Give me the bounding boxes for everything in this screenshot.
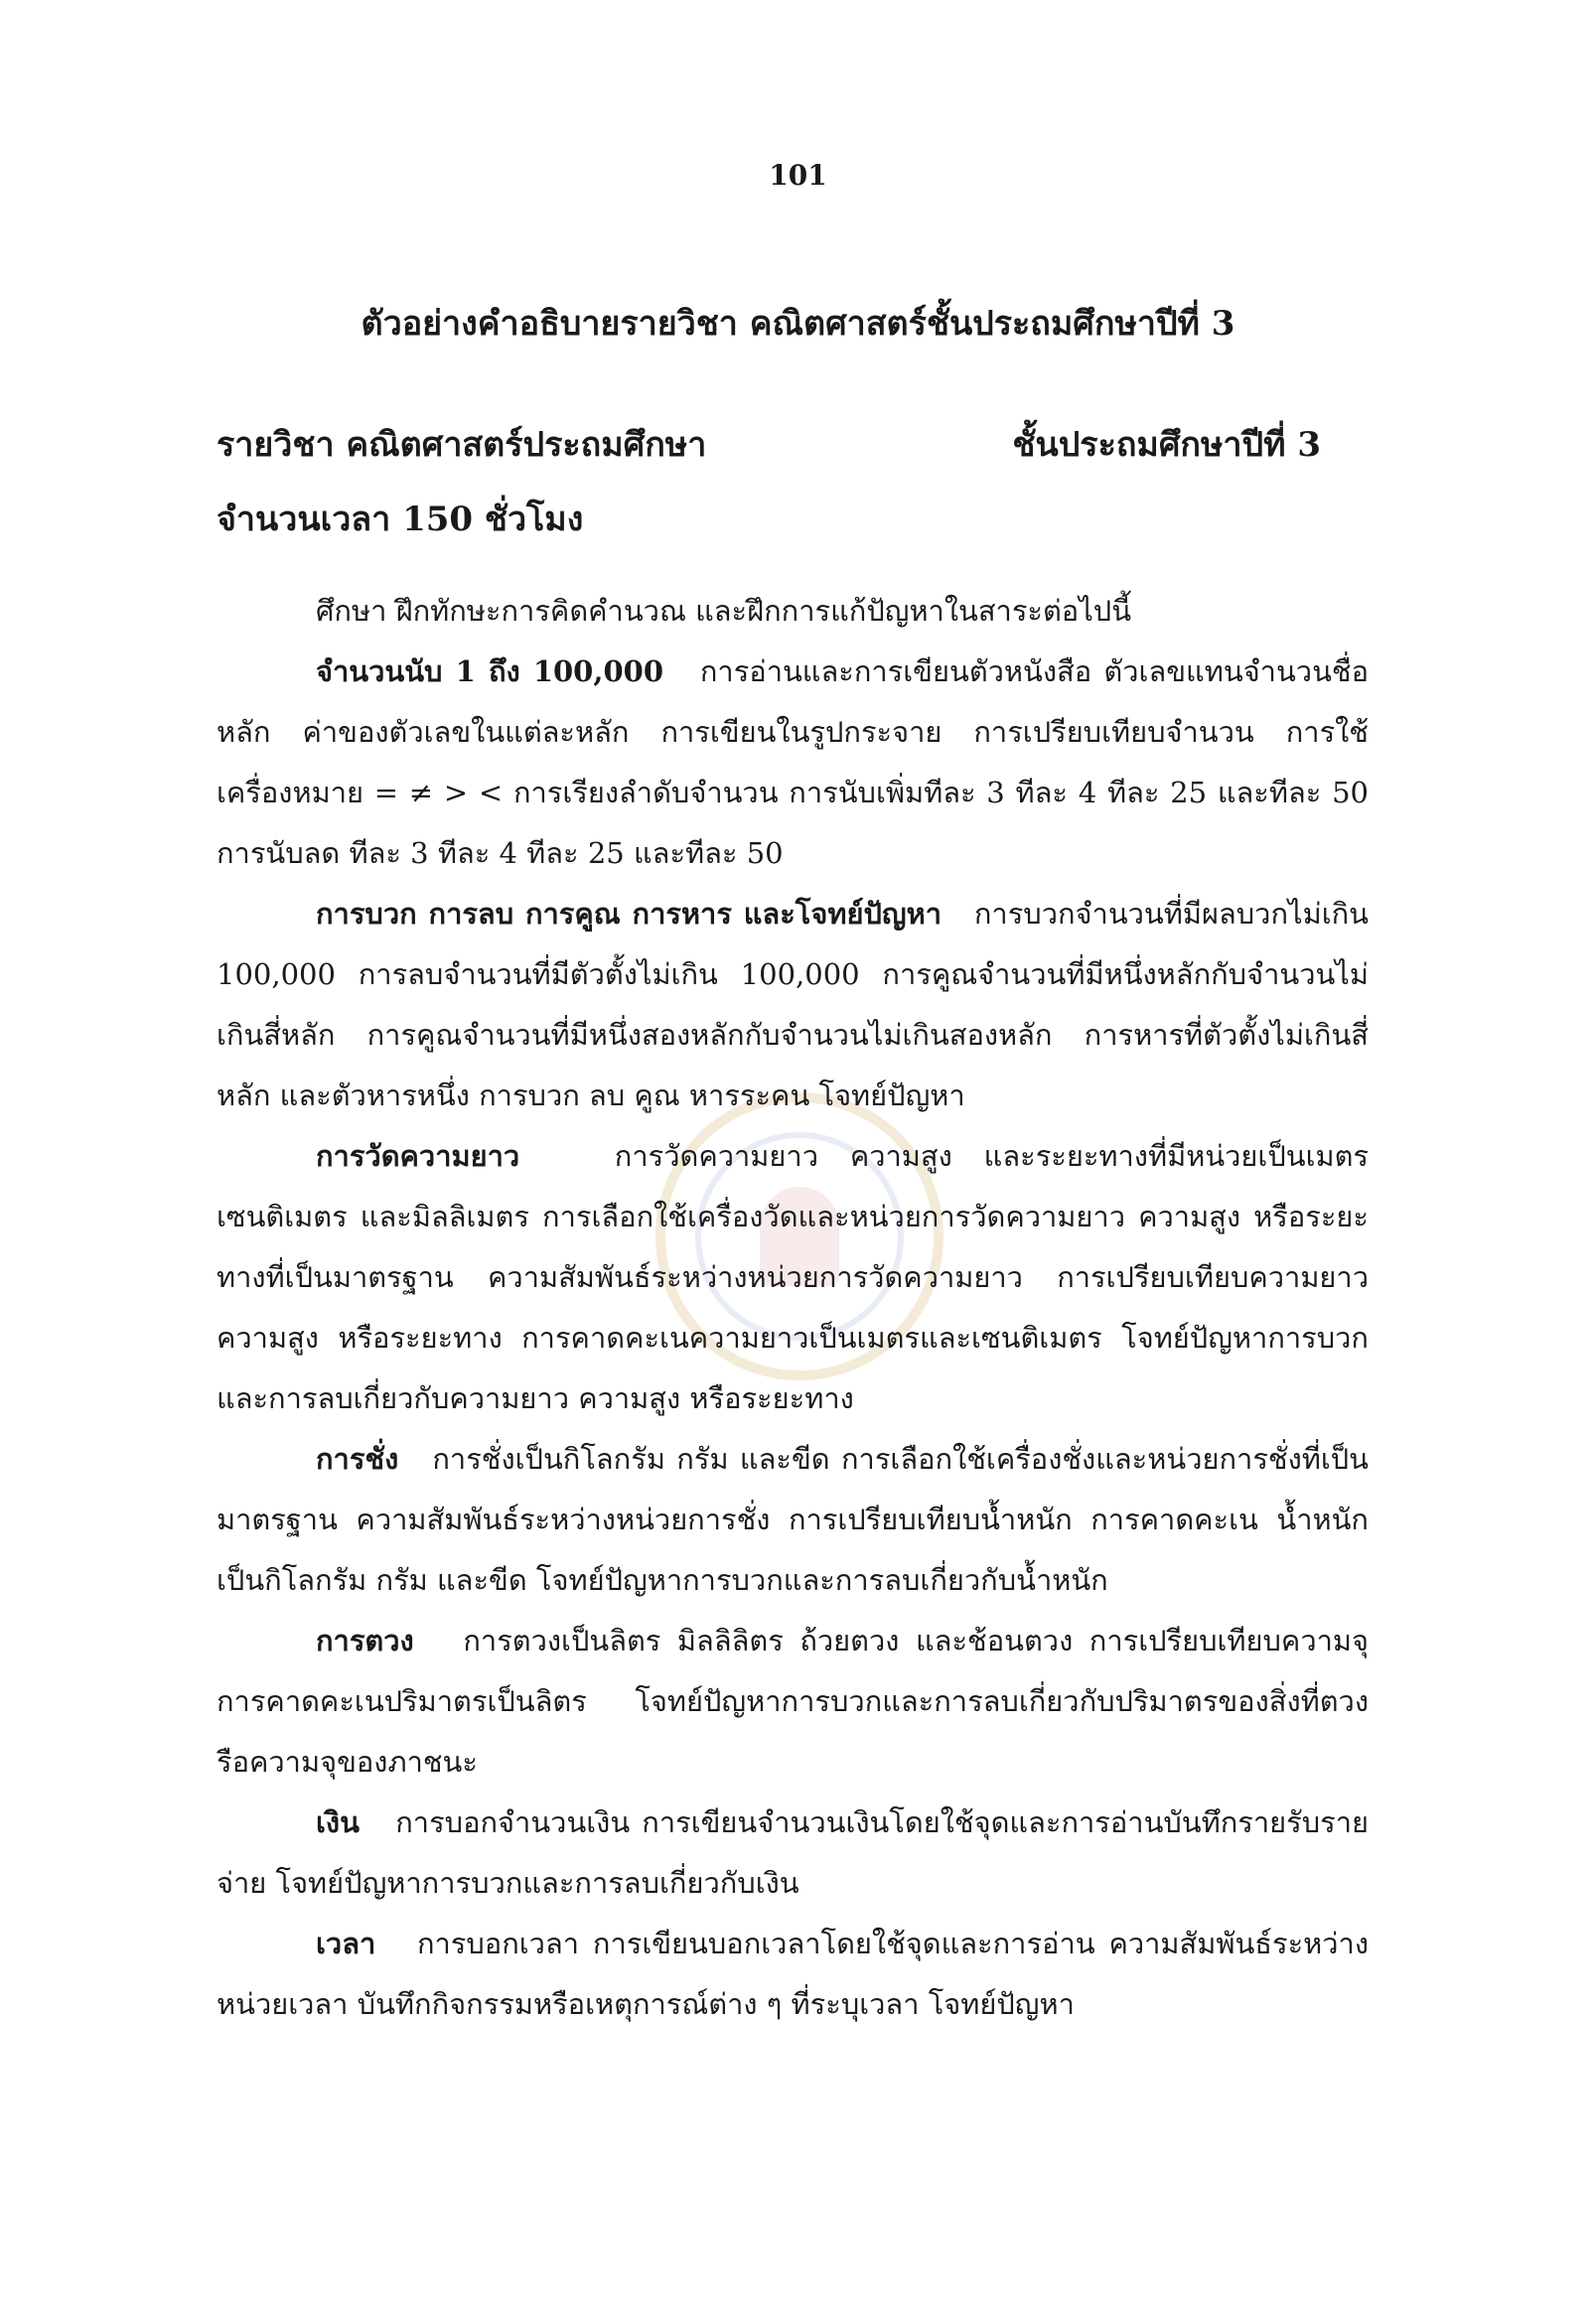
course-subject: รายวิชา คณิตศาสตร์ประถมศึกษา	[217, 425, 707, 465]
section-text: การบอกจำนวนเงิน การเขียนจำนวนเงินโดยใช้จุดและการอ่านบันทึกรายรับรายจ่าย โจทย์ปัญหาการบวกและการลบเกี่ยวกับเงิน	[217, 1805, 1369, 1900]
course-hours: จำนวนเวลา 150 ชั่วโมง	[217, 500, 584, 539]
section-text: การวัดความยาว ความสูง และระยะทางที่มีหน่วยเป็นเมตร เซนติเมตร และมิลลิเมตร การเลือกใช้เครื่องวัดและหน่วยการวัดความยาว ความสูง หรือระยะทางที่เป็นมาตรฐาน ความสัมพันธ์ระหว่างหน่วยการวัดความยาว การเปรียบเทียบความยาว ความสูง หรือระยะทาง การคาดคะเนความยาวเป็นเมตรและเซนติเมตร โจทย์ปัญหาการบวกและการลบเกี่ยวกับความยาว ความสูง หรือระยะทาง	[217, 1139, 1370, 1415]
section-paragraph	[217, 884, 1369, 1126]
course-header	[217, 417, 1321, 471]
section-paragraph	[217, 1914, 1369, 2035]
section-heading: เวลา	[316, 1927, 376, 1960]
section-text: การตวงเป็นลิตร มิลลิลิตร ถ้วยตวง และช้อนตวง การเปรียบเทียบความจุ การคาดคะเนปริมาตรเป็นลิตร โจทย์ปัญหาการบวกและการลบเกี่ยวกับปริมาตรของสิ่งที่ตวง รือความจุของภาชนะ	[217, 1624, 1369, 1779]
intro-paragraph: ศึกษา ฝึกทักษะการคิดคำนวณ และฝึกการแก้ปัญหาในสาระต่อไปนี้	[316, 594, 1132, 628]
section-heading: จำนวนนับ 1 ถึง 100,000	[316, 654, 663, 688]
course-grade: ชั้นประถมศึกษาปีที่ 3	[1012, 425, 1321, 465]
document-title: ตัวอย่างคำอธิบายรายวิชา คณิตศาสตร์ชั้นประถมศึกษาปีที่ 3	[361, 304, 1235, 344]
section-heading: เงิน	[316, 1805, 360, 1839]
section-text: การบอกเวลา การเขียนบอกเวลาโดยใช้จุดและการอ่าน ความสัมพันธ์ระหว่างหน่วยเวลา บันทึกกิจกรรมหรือเหตุการณ์ต่าง ๆ ที่ระบุเวลา โจทย์ปัญหา	[217, 1927, 1369, 2021]
course-hours-row	[217, 492, 1321, 545]
section-paragraph	[217, 1126, 1369, 1429]
section-text: การบวกจำนวนที่มีผลบวกไม่เกิน 100,000 การลบจำนวนที่มีตัวตั้งไม่เกิน 100,000 การคูณจำนวนที่มีหนึ่งหลักกับจำนวนไม่เกินสี่หลัก การคูณจำนวนที่มีหนึ่งสองหลักกับจำนวนไม่เกินสองหลัก การหารที่ตัวตั้งไม่เกินสี่หลัก และตัวหารหนึ่ง การบวก ลบ คูณ หารระคน โจทย์ปัญหา	[217, 897, 1369, 1112]
section-heading: การบวก การลบ การคูณ การหาร และโจทย์ปัญหา	[316, 897, 942, 931]
page-number: 101	[769, 159, 827, 192]
section-text: การชั่งเป็นกิโลกรัม กรัม และขีด การเลือกใช้เครื่องชั่งและหน่วยการชั่งที่เป็นมาตรฐาน ความสัมพันธ์ระหว่างหน่วยการชั่ง การเปรียบเทียบน้ำหนัก การคาดคะเน น้ำหนักเป็นกิโลกรัม กรัม และขีด โจทย์ปัญหาการบวกและการลบเกี่ยวกับน้ำหนัก	[217, 1442, 1369, 1597]
section-paragraph	[217, 1793, 1369, 1914]
section-heading: การตวง	[316, 1624, 414, 1657]
section-paragraph	[217, 642, 1369, 884]
section-heading: การชั่ง	[316, 1442, 399, 1476]
section-text: การอ่านและการเขียนตัวหนังสือ ตัวเลขแทนจำนวนชื่อหลัก ค่าของตัวเลขในแต่ละหลัก การเขียนในรูปกระจาย การเปรียบเทียบจำนวน การใช้เครื่องหมาย = ≠ > < การเรียงลำดับจำนวน การนับเพิ่มทีละ 3 ทีละ 4 ทีละ 25 และทีละ 50 การนับลด ทีละ 3 ทีละ 4 ทีละ 25 และทีละ 50	[217, 654, 1369, 870]
section-paragraph	[217, 1611, 1369, 1793]
course-description	[217, 581, 1369, 2035]
section-heading: การวัดความยาว	[316, 1139, 520, 1173]
section-paragraph	[217, 1429, 1369, 1611]
